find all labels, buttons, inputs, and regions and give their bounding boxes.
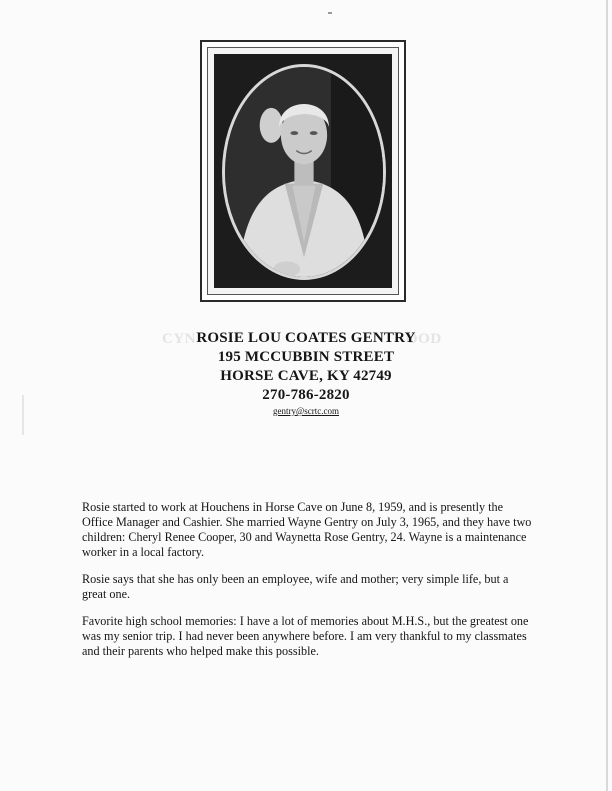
street-address: 195 MCCUBBIN STREET xyxy=(217,349,395,365)
biography-text xyxy=(82,500,532,673)
email-address: gentry@scrtc.com xyxy=(272,406,339,416)
scan-speck xyxy=(328,12,332,14)
paragraph-employment: Rosie started to work at Houchens in Horse Cave on June 8, 1959, and is presently the Office Manager and Cashier. She married Wayne Gentry on July 3, 1965, and they have two children: Cheryl Renee Cooper, 30 and Waynetta Rose Gentry, 24. Wayne is a maintenance worker in a local factory. xyxy=(82,500,532,559)
paragraph-memories: Favorite high school memories: I have a lot of memories about M.H.S., but the greatest one was my senior trip. I had never been anywhere before. I am very thankful to my classmates and their parents who helped make this possible. xyxy=(82,614,529,658)
portrait-image xyxy=(225,67,383,277)
phone-number: 270-786-2820 xyxy=(262,387,350,403)
photo-mat xyxy=(207,47,399,295)
person-name: ROSIE LOU COATES GENTRY xyxy=(196,330,416,346)
bleed-through-text: OOD xyxy=(406,331,442,347)
photo-frame xyxy=(200,40,406,302)
paragraph-life: Rosie says that she has only been an employee, wife and mother; very simple life, but a great one. xyxy=(82,572,509,601)
portrait-photo xyxy=(222,64,386,280)
bleed-through-text: CYN xyxy=(162,331,196,347)
city-state-zip: HORSE CAVE, KY 42749 xyxy=(220,368,392,384)
contact-block xyxy=(0,329,612,417)
